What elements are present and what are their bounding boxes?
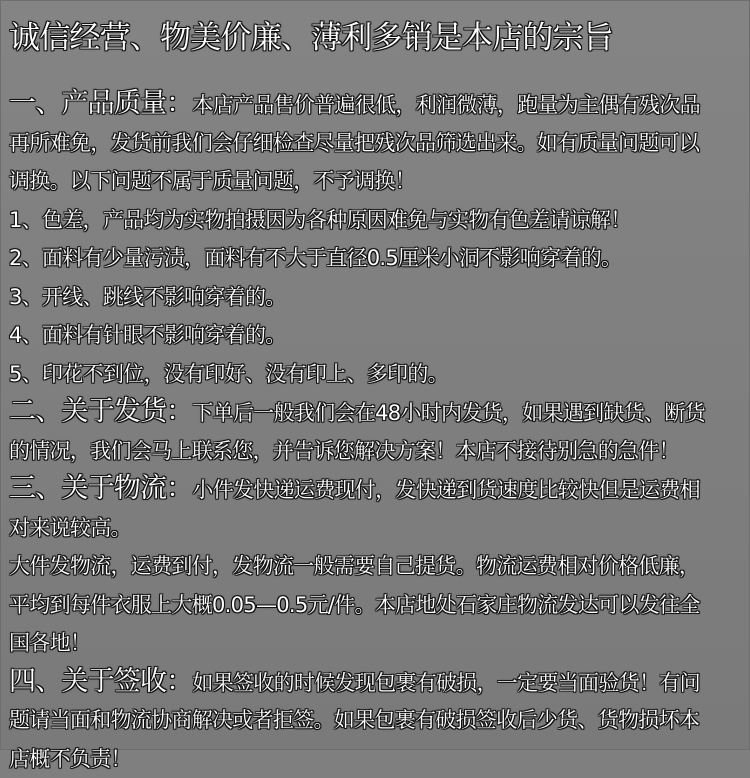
line-text: 1、色差，产品均为实物拍摄因为各种原因难免与实物有色差请谅解！ bbox=[9, 208, 631, 232]
line-text: 3、开线、跳线不影响穿着的。 bbox=[9, 285, 286, 309]
notice-line bbox=[9, 201, 739, 240]
line-text: 店概不负责！ bbox=[9, 747, 131, 771]
section-heading-shipping: 二、关于发货： bbox=[9, 396, 192, 427]
line-text: 大件发物流，运费到付，发物流一般需要自己提货。物流运费相对价格低廉， bbox=[9, 554, 699, 578]
line-text: 下单后一般我们会在48小时内发货，如果遇到缺货、断货 bbox=[192, 401, 705, 425]
notice-line bbox=[9, 509, 739, 548]
line-text: 对来说较高。 bbox=[9, 516, 131, 540]
notice-line bbox=[9, 316, 739, 355]
notice-line bbox=[9, 624, 739, 663]
line-text: 4、面料有针眼不影响穿着的。 bbox=[9, 323, 286, 347]
line-text: 题请当面和物流协商解决或者拒签。如果包裹有破损签收后少货、货物损坏本 bbox=[9, 708, 699, 732]
notice-line bbox=[9, 701, 739, 740]
notice-line bbox=[9, 393, 739, 432]
notice-title: 诚信经营、物美价廉、薄利多销是本店的宗旨 bbox=[9, 9, 739, 67]
line-text: 小件发快递运费现付，发快递到货速度比较快但是运费相 bbox=[192, 478, 700, 502]
line-text: 2、面料有少量污渍，面料有不大于直径0.5厘米小洞不影响穿着的。 bbox=[9, 246, 621, 270]
notice-line bbox=[9, 740, 739, 778]
line-text: 如果签收的时候发现包裹有破损，一定要当面验货！有问 bbox=[192, 671, 700, 695]
notice-line bbox=[9, 586, 739, 625]
section-heading-logistics: 三、关于物流： bbox=[9, 473, 192, 504]
line-text: 再所难免，发货前我们会仔细检查尽量把残次品筛选出来。如有质量问题可以 bbox=[9, 131, 699, 155]
notice-line bbox=[9, 85, 739, 124]
notice-line bbox=[9, 239, 739, 278]
notice-line bbox=[9, 470, 739, 509]
line-text: 的情况，我们会马上联系您，并告诉您解决方案！本店不接待别急的急件！ bbox=[9, 439, 679, 463]
notice-line bbox=[9, 432, 739, 471]
notice-line bbox=[9, 162, 739, 201]
line-text: 平均到每件衣服上大概0.05—0.5元/件。本店地处石家庄物流发达可以发往全 bbox=[9, 593, 700, 617]
line-text: 5、印花不到位，没有印好、没有印上、多印的。 bbox=[9, 362, 448, 386]
line-text: 本店产品售价普遍很低，利润微薄，跑量为主偶有残次品 bbox=[192, 93, 700, 117]
notice-line bbox=[9, 278, 739, 317]
notice-line bbox=[9, 124, 739, 163]
line-text: 调换。以下问题不属于质量问题，不予调换！ bbox=[9, 169, 415, 193]
notice-line bbox=[9, 663, 739, 702]
line-text: 国各地！ bbox=[9, 631, 90, 655]
section-heading-quality: 一、产品质量： bbox=[9, 88, 192, 119]
notice-line bbox=[9, 355, 739, 394]
notice-line bbox=[9, 547, 739, 586]
section-heading-receipt: 四、关于签收： bbox=[9, 666, 192, 697]
